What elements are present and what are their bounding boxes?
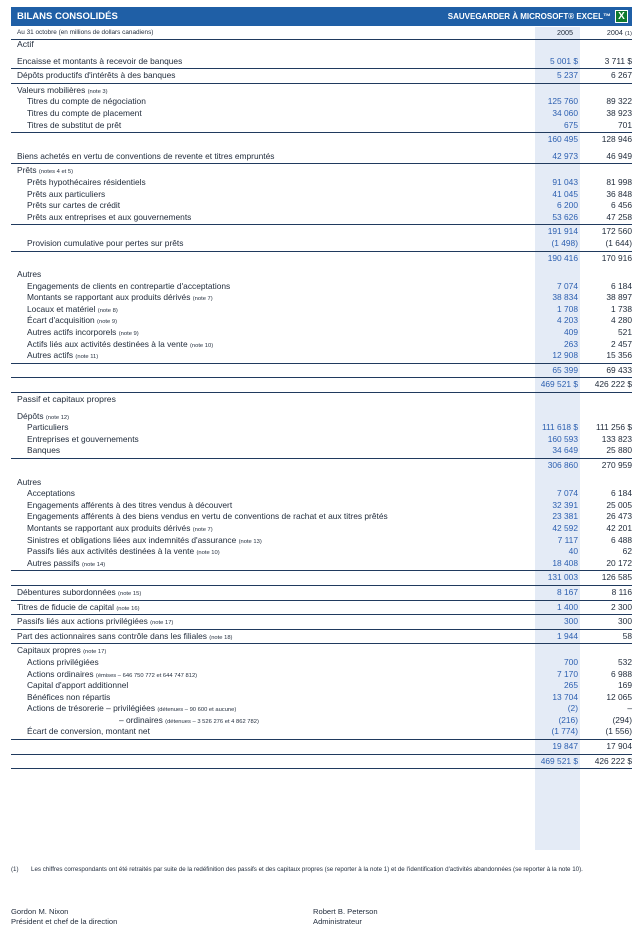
subtotal-row bbox=[11, 253, 632, 265]
row-label-text: Autres actifs bbox=[27, 350, 74, 361]
value-2004: 25 880 bbox=[606, 445, 632, 456]
row-label-text: Engagements afférents à des titres vendus à découvert bbox=[27, 499, 233, 510]
row-label-text: Capitaux propres bbox=[17, 645, 81, 656]
value-2005: 131 003 bbox=[547, 572, 578, 583]
row-label-text: Actions ordinaires bbox=[27, 668, 94, 679]
subtotal-row bbox=[11, 756, 632, 768]
subtotal-row bbox=[11, 365, 632, 377]
footnote-number: (1) bbox=[11, 866, 19, 873]
value-2005: 42 592 bbox=[552, 522, 578, 533]
statement-row bbox=[11, 488, 632, 500]
value-2004: 6 988 bbox=[611, 668, 632, 679]
row-label-text: Engagements afférents à des biens vendus en vertu de conventions de rachat et aux titres prêtés bbox=[27, 511, 388, 522]
value-2004: 426 222 $ bbox=[594, 755, 632, 766]
row-label-text: Actifs liés aux activités destinées à la vente bbox=[27, 338, 188, 349]
row-note: (note 16) bbox=[116, 605, 140, 612]
signature-block-1 bbox=[11, 907, 117, 926]
row-label bbox=[27, 200, 120, 212]
value-2004: 58 bbox=[622, 630, 632, 641]
statement-row bbox=[11, 39, 632, 51]
row-label-text: Prêts hypothécaires résidentiels bbox=[27, 176, 146, 187]
value-2004: (1 556) bbox=[605, 726, 632, 737]
row-label bbox=[17, 477, 41, 489]
value-2004: (1 644) bbox=[605, 237, 632, 248]
row-label-text: Banques bbox=[27, 445, 61, 456]
value-2004: (294) bbox=[612, 714, 632, 725]
statement-row bbox=[11, 631, 632, 643]
statement-row bbox=[11, 394, 632, 406]
column-2004-note: (1) bbox=[624, 31, 632, 37]
statement-row bbox=[11, 422, 632, 434]
rule-line bbox=[11, 363, 632, 364]
value-2004: 6 267 bbox=[611, 70, 632, 81]
row-label-text: Passifs liés aux activités destinées à la vente bbox=[27, 546, 195, 557]
value-2004: 69 433 bbox=[606, 364, 632, 375]
rule-line bbox=[11, 251, 632, 252]
statement-row bbox=[11, 304, 632, 316]
row-label bbox=[27, 726, 150, 738]
row-label bbox=[17, 70, 176, 82]
value-2004: 6 184 bbox=[611, 488, 632, 499]
statement-row bbox=[11, 177, 632, 189]
column-2004-label: 2004 bbox=[606, 28, 623, 37]
row-label bbox=[27, 500, 232, 512]
row-label-text: Titres de fiducie de capital bbox=[17, 601, 114, 612]
statement-row bbox=[11, 56, 632, 68]
statement-header bbox=[11, 7, 632, 26]
statement-row bbox=[11, 269, 632, 281]
rule-line bbox=[11, 614, 632, 615]
value-2004: 38 897 bbox=[606, 292, 632, 303]
row-label bbox=[27, 96, 146, 108]
row-label-text: Capital d'apport additionnel bbox=[27, 680, 129, 691]
value-2004: 6 488 bbox=[611, 534, 632, 545]
row-note: (note 17) bbox=[83, 649, 107, 656]
excel-icon[interactable]: X bbox=[615, 10, 628, 23]
row-label-text: Prêts aux entreprises et aux gouvernements bbox=[27, 211, 192, 222]
value-2004: 3 711 $ bbox=[604, 55, 632, 66]
value-2005: 65 399 bbox=[552, 364, 578, 375]
value-2005: 91 043 bbox=[552, 176, 578, 187]
value-2004: 4 280 bbox=[611, 315, 632, 326]
row-label-text: Titres de substitut de prêt bbox=[27, 119, 122, 130]
row-label-text: Encaisse et montants à recevoir de banques bbox=[17, 55, 183, 66]
row-label-text: Prêts sur cartes de crédit bbox=[27, 200, 121, 211]
row-label-text: Valeurs mobilières bbox=[17, 84, 86, 95]
row-label-text: Autres bbox=[17, 269, 42, 280]
value-2004: 426 222 $ bbox=[594, 379, 632, 390]
value-2005: (1 774) bbox=[551, 726, 578, 737]
column-2005: 2005 bbox=[557, 28, 573, 37]
row-label-text: Autres actifs incorporels bbox=[27, 327, 117, 338]
statement-row bbox=[11, 165, 632, 177]
row-note: (notes 4 et 5) bbox=[38, 169, 74, 176]
row-label-text: Part des actionnaires sans contrôle dans les filiales bbox=[17, 630, 207, 641]
row-label bbox=[27, 657, 99, 669]
value-2004: 36 848 bbox=[606, 188, 632, 199]
subtotal-row bbox=[11, 741, 632, 753]
statement-row bbox=[11, 96, 632, 108]
value-2005: 191 914 bbox=[547, 226, 578, 237]
signature-title: Président et chef de la direction bbox=[11, 916, 118, 926]
rule-line bbox=[11, 68, 632, 69]
row-note: (note 14) bbox=[81, 561, 106, 568]
row-note: (note 12) bbox=[45, 414, 70, 421]
value-2004: 172 560 bbox=[601, 226, 632, 237]
rule-line bbox=[11, 392, 632, 393]
subtotal-row bbox=[11, 572, 632, 584]
value-2004: 2 457 bbox=[611, 338, 632, 349]
row-note: (émises – 646 750 772 et 644 747 812) bbox=[95, 672, 198, 679]
rule-line bbox=[11, 629, 632, 630]
statement-row bbox=[11, 558, 632, 570]
value-2005: 1 400 bbox=[557, 601, 578, 612]
statement-row bbox=[11, 327, 632, 339]
rule-line bbox=[11, 600, 632, 601]
value-2005: 8 167 bbox=[557, 586, 578, 597]
column-header-row bbox=[11, 27, 632, 39]
statement-row bbox=[11, 535, 632, 547]
value-2005: 40 bbox=[568, 546, 578, 557]
signature-name: Gordon M. Nixon bbox=[11, 907, 69, 916]
row-note: (note 7) bbox=[192, 296, 213, 303]
value-2004: 133 823 bbox=[601, 433, 632, 444]
statement-row bbox=[11, 445, 632, 457]
row-label-text: Prêts aux particuliers bbox=[27, 188, 106, 199]
value-2005: 32 391 bbox=[552, 499, 578, 510]
value-2004: 89 322 bbox=[606, 96, 632, 107]
row-label-text: – ordinaires bbox=[119, 714, 163, 725]
statement-row bbox=[11, 189, 632, 201]
row-label bbox=[27, 422, 68, 434]
balance-sheet-table bbox=[11, 27, 632, 770]
statement-row bbox=[11, 511, 632, 523]
row-label-text: Entreprises et gouvernements bbox=[27, 433, 139, 444]
subtotal-row bbox=[11, 226, 632, 238]
statement-row bbox=[11, 292, 632, 304]
value-2005: 6 200 bbox=[557, 200, 578, 211]
value-2004: 8 116 bbox=[611, 586, 632, 597]
rule-line bbox=[11, 570, 632, 571]
value-2005: 19 847 bbox=[552, 741, 578, 752]
statement-row bbox=[11, 692, 632, 704]
statement-row bbox=[11, 602, 632, 614]
row-note: (note 9) bbox=[97, 319, 118, 326]
value-2004: 26 473 bbox=[606, 511, 632, 522]
value-2005: 18 408 bbox=[552, 557, 578, 568]
subtotal-row bbox=[11, 460, 632, 472]
value-2005: 23 381 bbox=[552, 511, 578, 522]
row-note: (note 7) bbox=[192, 526, 213, 533]
value-2004: 2 300 bbox=[611, 601, 632, 612]
statement-row bbox=[11, 212, 632, 224]
value-2005: 34 060 bbox=[552, 107, 578, 118]
row-label bbox=[27, 238, 183, 250]
statement-row bbox=[11, 120, 632, 132]
value-2005: 7 170 bbox=[557, 668, 578, 679]
statement-row bbox=[11, 281, 632, 293]
value-2005: 111 618 $ bbox=[541, 422, 578, 433]
value-2005: 4 203 bbox=[557, 315, 578, 326]
statement-row bbox=[11, 657, 632, 669]
row-label-text: Locaux et matériel bbox=[27, 303, 96, 314]
row-label-text: Dépôts productifs d'intérêts à des banques bbox=[17, 70, 176, 81]
row-label-text: Bénéfices non répartis bbox=[27, 691, 111, 702]
rule-line bbox=[11, 585, 632, 586]
value-2004: 521 bbox=[618, 327, 632, 338]
statement-row bbox=[11, 715, 632, 727]
value-2005: 409 bbox=[564, 327, 578, 338]
statement-row bbox=[11, 477, 632, 489]
statement-row bbox=[11, 500, 632, 512]
row-note: (note 18) bbox=[209, 634, 233, 641]
value-2004: 15 356 bbox=[606, 350, 632, 361]
value-2004: 170 916 bbox=[601, 252, 632, 263]
rule-line bbox=[11, 739, 632, 740]
value-2005: 306 860 bbox=[547, 460, 578, 470]
statement-row bbox=[11, 108, 632, 120]
value-2004: 20 172 bbox=[606, 557, 632, 568]
row-label bbox=[27, 120, 121, 132]
rule-line bbox=[11, 754, 632, 755]
row-label-text: Écart de conversion, montant net bbox=[27, 726, 150, 737]
value-2004: 46 949 bbox=[606, 150, 632, 161]
value-2005: 469 521 $ bbox=[540, 755, 578, 766]
value-2004: – bbox=[627, 703, 632, 714]
column-caption: Au 31 octobre (en millions de dollars canadiens) bbox=[17, 29, 154, 36]
statement-row bbox=[11, 151, 632, 163]
row-note: (note 17) bbox=[150, 620, 174, 627]
value-2004: 111 256 $ bbox=[595, 422, 632, 433]
value-2004: 270 959 bbox=[601, 460, 632, 470]
value-2005: 125 760 bbox=[547, 96, 578, 107]
row-label-text: Autres bbox=[17, 476, 42, 487]
subtotal-row bbox=[11, 134, 632, 146]
subtotal-row bbox=[11, 379, 632, 391]
rule-line bbox=[11, 458, 632, 459]
row-note: (note 3) bbox=[87, 88, 108, 95]
value-2005: 41 045 bbox=[552, 188, 578, 199]
row-label bbox=[27, 488, 75, 500]
rule-line bbox=[11, 377, 632, 378]
value-2005: 300 bbox=[564, 616, 578, 627]
signature-title: Administrateur bbox=[313, 916, 362, 926]
value-2004: 12 065 bbox=[606, 691, 632, 702]
signature-block-2 bbox=[313, 907, 378, 926]
rule-line bbox=[11, 132, 632, 133]
value-2004: 6 456 bbox=[611, 200, 632, 211]
row-label-text: Acceptations bbox=[27, 488, 75, 499]
value-2005: 7 117 bbox=[557, 534, 578, 545]
value-2005: 38 834 bbox=[552, 292, 578, 303]
row-label-text: Actif bbox=[17, 39, 34, 49]
row-rule bbox=[11, 767, 632, 770]
footnote-text: Les chiffres correspondants ont été retraités par suite de la redéfinition des passifs et des capitaux propres (se reporter à la note 1) et de l'identification d'activités abandonnées (se reporter à la note 10). bbox=[31, 866, 583, 873]
row-label-text: Montants se rapportant aux produits dérivés bbox=[27, 292, 191, 303]
row-label-text: Sinistres et obligations liées aux indemnités d'assurance bbox=[27, 534, 237, 545]
value-2005: 42 973 bbox=[552, 150, 578, 161]
statement-row bbox=[11, 703, 632, 715]
row-label bbox=[27, 434, 139, 446]
statement-row bbox=[11, 616, 632, 628]
rule-line bbox=[11, 643, 632, 644]
row-label bbox=[27, 445, 60, 457]
row-label bbox=[17, 151, 274, 163]
value-2005: 700 bbox=[564, 656, 578, 667]
value-2005: 160 495 bbox=[547, 134, 578, 145]
value-2005: 5 001 $ bbox=[550, 55, 578, 66]
save-to-excel-label[interactable]: SAUVEGARDER À MICROSOFT® EXCEL™ bbox=[447, 12, 611, 21]
value-2005: (216) bbox=[558, 714, 578, 725]
row-label bbox=[17, 269, 41, 281]
value-2005: (2) bbox=[567, 703, 578, 714]
statement-row bbox=[11, 70, 632, 82]
row-note: (note 15) bbox=[118, 590, 142, 597]
statement-row bbox=[11, 546, 632, 558]
value-2005: 1 708 bbox=[557, 303, 578, 314]
rule-line bbox=[11, 163, 632, 164]
row-label-text: Actions de trésorerie – privilégiées bbox=[27, 703, 156, 714]
statement-row bbox=[11, 411, 632, 423]
rule-line bbox=[11, 768, 632, 769]
value-2004: 126 585 bbox=[601, 572, 632, 583]
row-label bbox=[17, 394, 116, 406]
row-label-text: Prêts bbox=[17, 165, 37, 176]
row-label-text: Autres passifs bbox=[27, 557, 80, 568]
value-2005: 190 416 bbox=[547, 252, 578, 263]
row-note: (note 9) bbox=[118, 331, 139, 338]
row-label-text: Titres du compte de placement bbox=[27, 107, 142, 118]
row-label-text: Montants se rapportant aux produits dérivés bbox=[27, 522, 191, 533]
row-note: (détenues – 3 526 276 et 4 862 782) bbox=[165, 718, 259, 725]
statement-row bbox=[11, 350, 632, 362]
save-to-excel-link[interactable] bbox=[448, 10, 632, 23]
row-label-text: Passifs liés aux actions privilégiées bbox=[17, 616, 148, 627]
statement-row bbox=[11, 85, 632, 97]
value-2005: 7 074 bbox=[557, 280, 578, 291]
value-2004: 81 998 bbox=[606, 176, 632, 187]
row-note: (note 10) bbox=[189, 342, 214, 349]
statement-title: BILANS CONSOLIDÉS bbox=[17, 11, 118, 22]
value-2005: 263 bbox=[564, 338, 578, 349]
statement-row bbox=[11, 200, 632, 212]
rule-line bbox=[11, 83, 632, 84]
value-2004: 25 005 bbox=[606, 499, 632, 510]
row-label bbox=[27, 177, 146, 189]
value-2005: 265 bbox=[564, 680, 578, 691]
row-label bbox=[17, 56, 182, 68]
value-2004: 17 904 bbox=[606, 741, 632, 752]
value-2004: 532 bbox=[618, 656, 632, 667]
row-note: (note 11) bbox=[75, 354, 99, 361]
row-label-text: Dépôts bbox=[17, 410, 44, 421]
rule-line bbox=[11, 224, 632, 225]
row-label-text: Écart d'acquisition bbox=[27, 315, 95, 326]
value-2004: 62 bbox=[622, 546, 632, 557]
statement-row bbox=[11, 645, 632, 657]
statement-row bbox=[11, 315, 632, 327]
value-2004: 701 bbox=[618, 119, 632, 130]
value-2004: 300 bbox=[618, 616, 632, 627]
statement-row bbox=[11, 523, 632, 535]
value-2005: 34 649 bbox=[552, 445, 578, 456]
value-2005: (1 498) bbox=[551, 237, 578, 248]
statement-row bbox=[11, 339, 632, 351]
row-note: (note 13) bbox=[238, 538, 262, 545]
row-label-text: Titres du compte de négociation bbox=[27, 96, 146, 107]
row-label bbox=[27, 189, 105, 201]
statement-row bbox=[11, 669, 632, 681]
statement-row bbox=[11, 587, 632, 599]
value-2004: 38 923 bbox=[606, 107, 632, 118]
row-label bbox=[17, 39, 34, 51]
row-note: (note 10) bbox=[196, 550, 220, 557]
value-2004: 6 184 bbox=[611, 280, 632, 291]
row-label bbox=[27, 108, 142, 120]
row-label-text: Débentures subordonnées bbox=[17, 586, 116, 597]
value-2005: 7 074 bbox=[557, 488, 578, 499]
value-2005: 160 593 bbox=[547, 433, 578, 444]
value-2005: 53 626 bbox=[552, 211, 578, 222]
row-note: (détenues – 90 600 et aucune) bbox=[157, 707, 237, 714]
row-label bbox=[27, 511, 388, 523]
row-label-text: Biens achetés en vertu de conventions de revente et titres empruntés bbox=[17, 150, 275, 161]
statement-rows bbox=[11, 39, 632, 770]
statement-row bbox=[11, 434, 632, 446]
statement-row bbox=[11, 726, 632, 738]
row-note: (note 8) bbox=[97, 307, 118, 314]
value-2004: 128 946 bbox=[601, 134, 632, 145]
row-label-text: Actions privilégiées bbox=[27, 656, 99, 667]
row-label-text: Provision cumulative pour pertes sur prêts bbox=[27, 237, 184, 248]
value-2005: 12 908 bbox=[552, 350, 578, 361]
value-2005: 469 521 $ bbox=[540, 379, 578, 390]
row-label-text: Passif et capitaux propres bbox=[17, 394, 116, 405]
value-2005: 13 704 bbox=[552, 691, 578, 702]
value-2004: 169 bbox=[618, 680, 632, 691]
row-label bbox=[27, 680, 128, 692]
value-2005: 1 944 bbox=[557, 630, 578, 641]
row-label bbox=[27, 212, 191, 224]
row-label bbox=[27, 281, 230, 293]
row-label-text: Particuliers bbox=[27, 422, 69, 433]
signature-name: Robert B. Peterson bbox=[313, 907, 378, 916]
value-2005: 675 bbox=[564, 119, 578, 130]
row-label bbox=[27, 692, 110, 704]
footnote bbox=[11, 866, 631, 874]
value-2004: 42 201 bbox=[606, 522, 632, 533]
statement-row bbox=[11, 238, 632, 250]
value-2004: 1 738 bbox=[611, 303, 632, 314]
row-label-text: Engagements de clients en contrepartie d'acceptations bbox=[27, 280, 231, 291]
value-2005: 5 237 bbox=[557, 70, 578, 81]
value-2004: 47 258 bbox=[606, 211, 632, 222]
statement-row bbox=[11, 680, 632, 692]
